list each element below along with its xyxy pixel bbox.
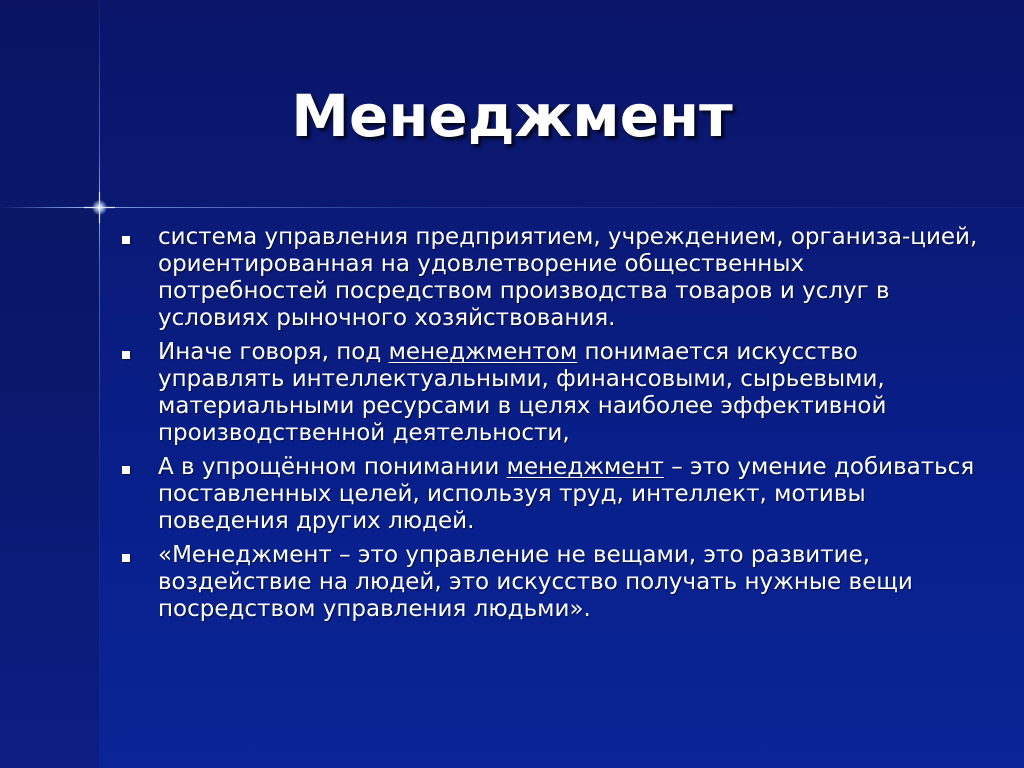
bullet-text-after: – это умение добиваться поставленных целей, используя труд, интеллект, мотивы поведения других людей.: [158, 454, 975, 534]
square-bullet-icon: [122, 351, 130, 359]
bullet-text-before: Иначе говоря, под: [158, 339, 389, 365]
bullet-list: [118, 224, 978, 630]
sparkle-icon: [84, 192, 115, 223]
bullet-text: система управления предприятием, учреждением, организа-цией, ориентированная на удовлетворение общественных потребностей посредством производства товаров и услуг в условиях рыночного хозяйствования.: [158, 224, 978, 331]
square-bullet-icon: [122, 236, 130, 244]
bullet-item-3: [118, 454, 978, 535]
bullet-text-before: А в упрощённом понимании: [158, 454, 507, 480]
management-link[interactable]: менеджмент: [506, 454, 664, 480]
square-bullet-icon: [122, 554, 130, 562]
slide-title: Менеджмент: [291, 82, 733, 150]
square-bullet-icon: [122, 466, 130, 474]
horizontal-decor-line: [0, 207, 1024, 208]
bullet-text-after: понимается искусство управлять интеллектуальными, финансовыми, сырьевыми, материальными ресурсами в целях наиболее эффективной производственной деятельности,: [158, 339, 887, 446]
bullet-item-4: [118, 542, 978, 623]
bullet-item-2: [118, 339, 978, 447]
management-link[interactable]: менеджментом: [388, 339, 578, 365]
bullet-text: «Менеджмент – это управление не вещами, это развитие, воздействие на людей, это искусство получать нужные вещи посредством управления людьми».: [158, 542, 913, 622]
bullet-item-1: [118, 224, 978, 332]
